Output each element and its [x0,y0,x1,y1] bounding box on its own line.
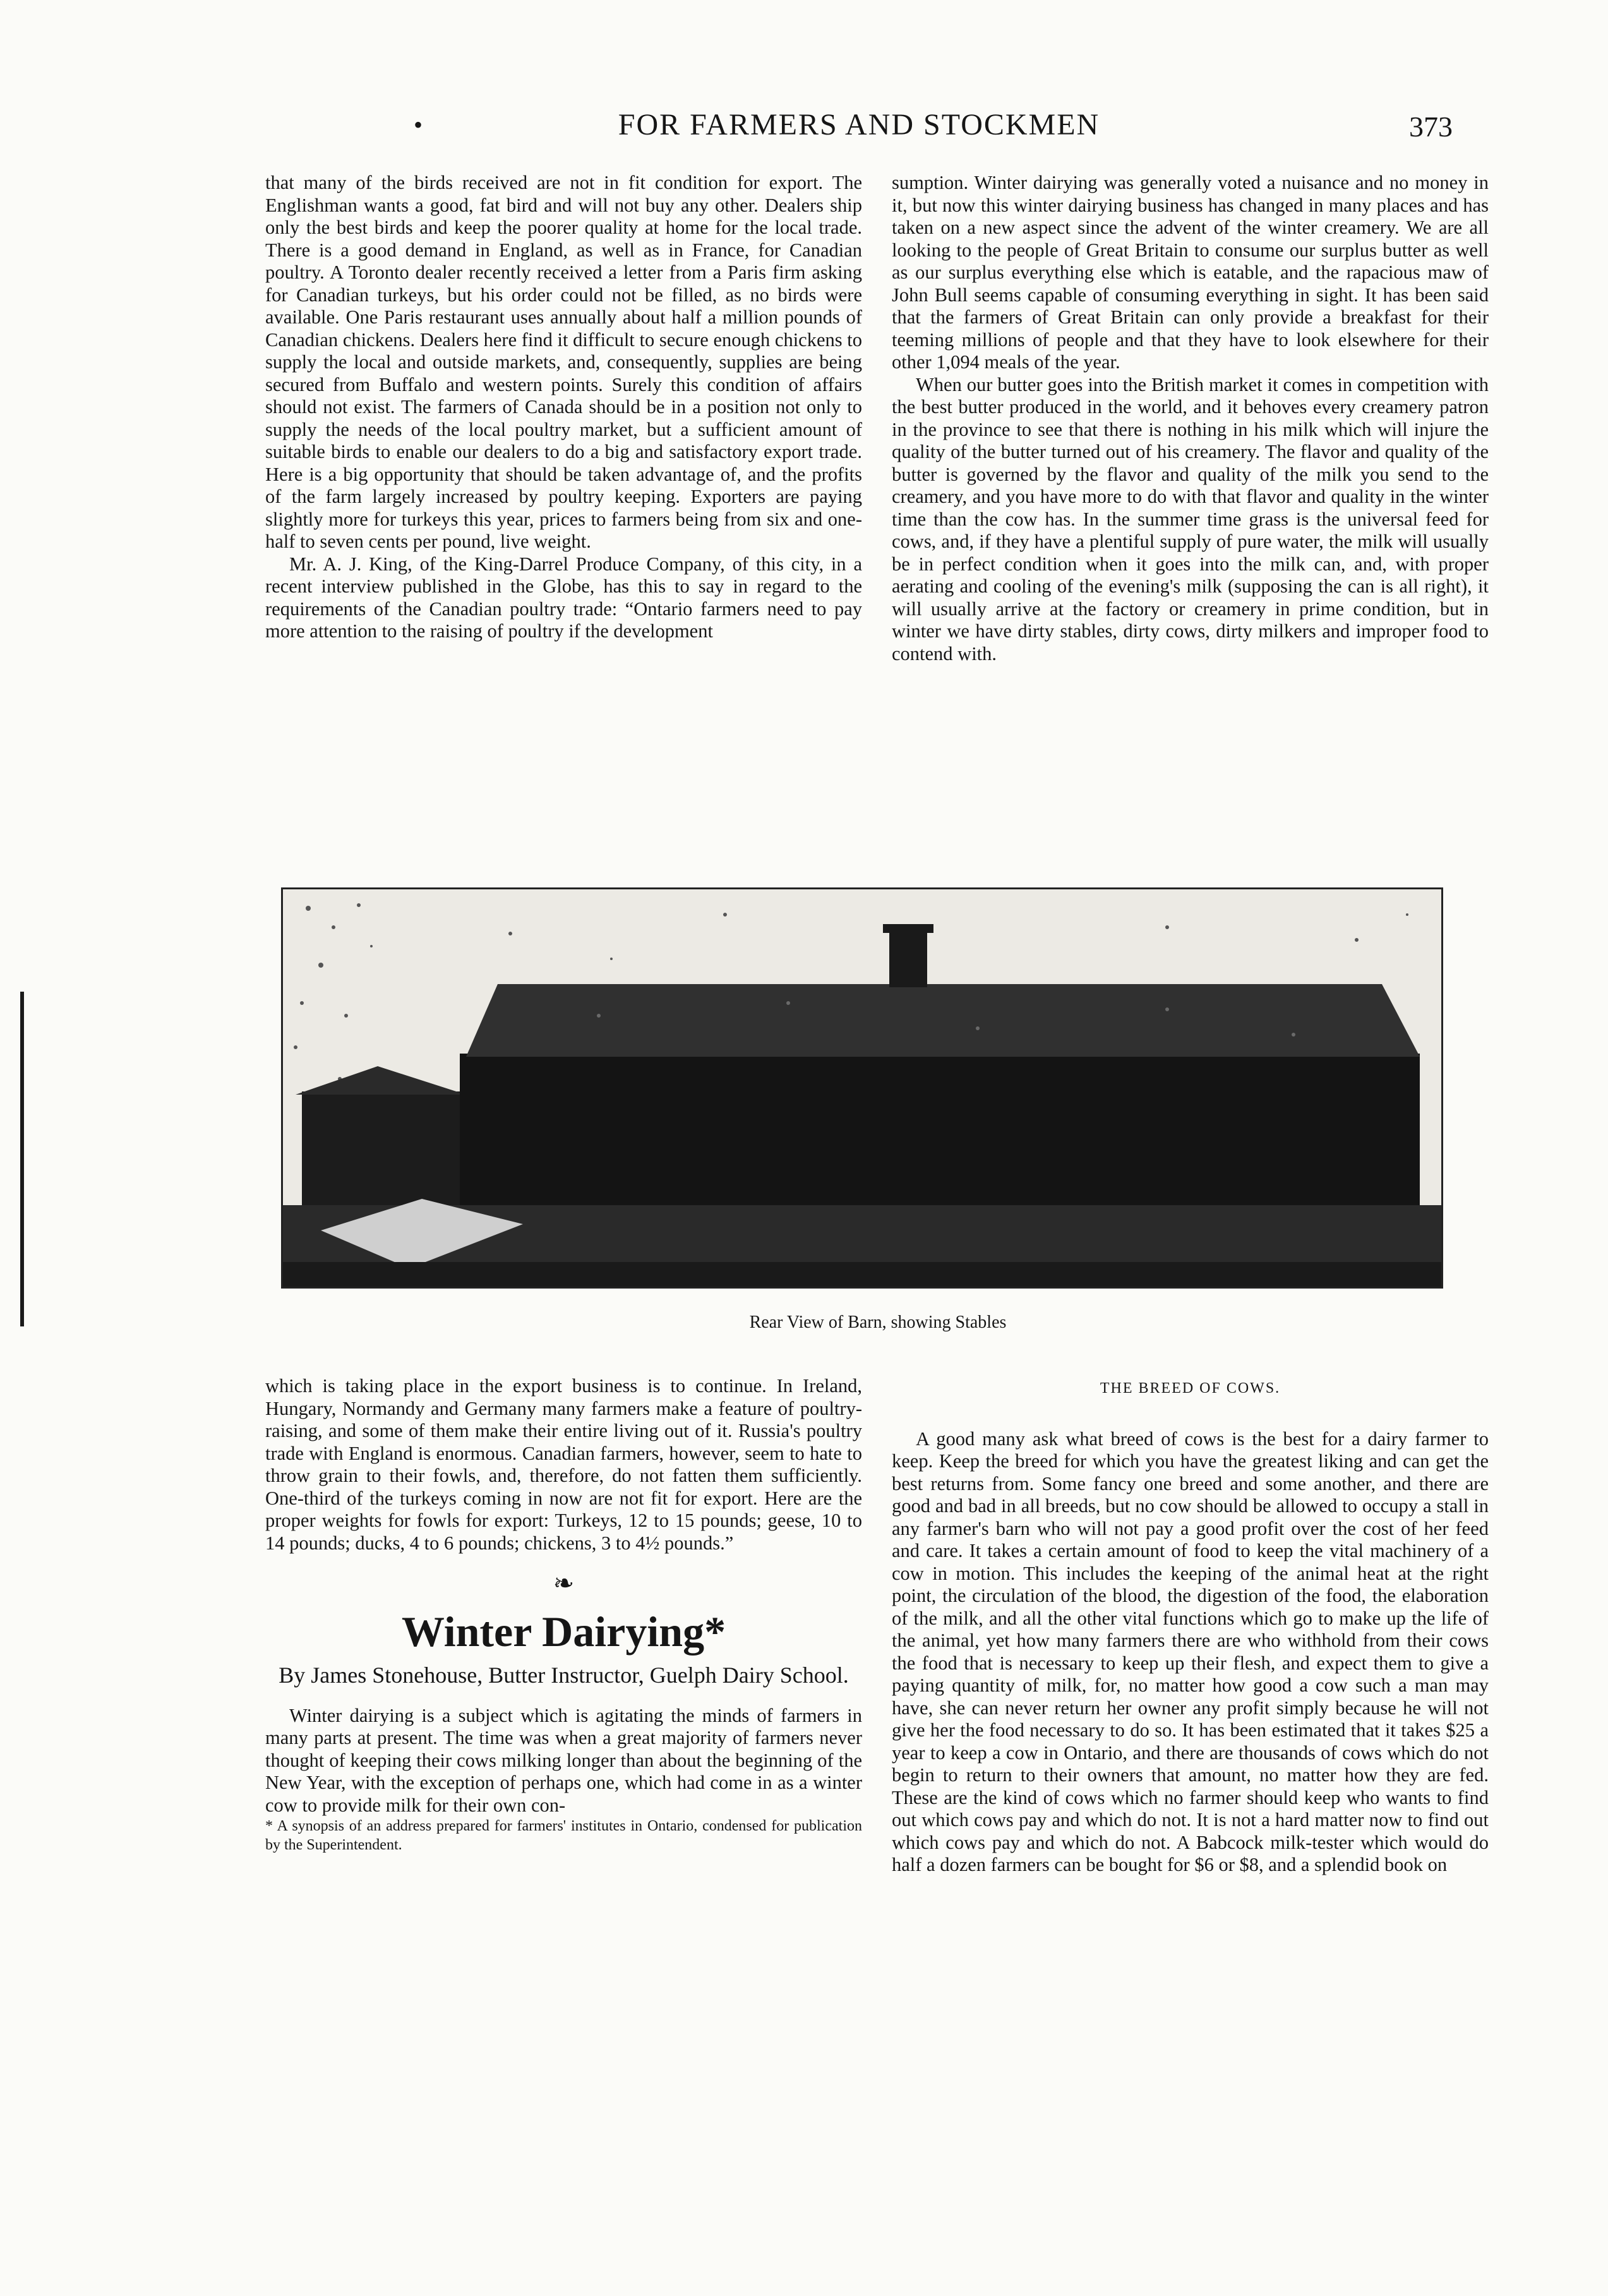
figure-caption: Rear View of Barn, showing Stables [749,1313,1007,1332]
paragraph: which is taking place in the export business is to continue. In Ireland, Hungary, Normandy and Germany many farmers make a feature of poultry-raising, and some of them make their entire living out of it. Russia's poultry trade with England is enormous. Canadian farmers, however, seem to hate to throw grain to their fowls, and, therefore, do not fatten them sufficiently. One-third of the turkeys coming in now are not fit for export. Here are the proper weights for fowls for export: Turkeys, 12 to 15 pounds; geese, 10 to 14 pounds; ducks, 4 to 6 pounds; chickens, 3 to 4½ pounds.” [265,1375,862,1554]
column-top-left [265,172,862,643]
paragraph: When our butter goes into the British market it comes in competition with the best butter produced in the world, and it behoves every creamery patron in the province to see that there is nothing in his milk which will injure the quality of the butter turned out of his creamery. The flavor and quality of the butter is governed by the flavor and quality of the milk you send to the creamery, and you have more to do with that flavor and quality in the winter time than the cow has. In the summer time grass is the universal feed for cows, and, if they have a plentiful supply of pure water, the milk will usually be in perfect condition when it goes into the milk can, and, with proper aerating and cooling of the evening's milk (supposing the can is all right), it will usually arrive at the factory or creamery in prime condition, but in winter we have dirty stables, dirty cows, dirty milkers and improper food to contend with. [892,373,1489,664]
scan-margin-mark [20,992,24,1326]
article-title: Winter Dairying* [401,1607,726,1656]
footnote: * A synopsis of an address prepared for farmers' institutes in Ontario, condensed for publication by the Superintendent. [265,1818,862,1853]
column-bottom-left [265,1375,862,1854]
barn-photograph [281,887,1443,1289]
barn-illustration [283,889,1441,1287]
running-title: FOR FARMERS AND STOCKMEN [618,108,1100,141]
paragraph: A good many ask what breed of cows is the best for a dairy farmer to keep. Keep the breed for which you have the greatest liking and can get the best returns from. Some fancy one breed and some another, and there are good and bad in all breeds, but no cow should be allowed to occupy a stall in any farmer's barn who will not pay a good profit over the cost of her feed and care. It takes a certain amount of food to keep the vital machinery of a cow in motion. This includes the keeping of the animal heat at the right point, the circulation of the blood, the digestion of the food, the elaboration of the milk, and all the other vital functions which go to make up the life of the animal, yet how many farmers there are who withhold from their cows the food that is necessary to keep up their flesh, and expect them to give a paying quantity of milk, for, no matter how good a cow such a man may have, she can never return her owner any profit simply because he will not give her the food necessary to do so. It has been estimated that it takes $25 a year to keep a cow in Ontario, and there are thousands of cows which do not begin to return to their owners that amount, no matter how they are fed. These are the kind of cows which no farmer should keep who wants to find out which cows pay and which do not. It is not a hard matter now to find out which cows pay and which do not. A Babcock milk-tester which would do half a dozen farmers can be bought for $6 or $8, and a splendid book on [892,1427,1489,1875]
paragraph: that many of the birds received are not in fit condition for export. The Englishman wants a good, fat bird and will not buy any other. Dealers ship only the best birds and keep the poorer quality at home for the local trade. There is a good demand in England, as well as in France, for Canadian poultry. A Toronto dealer recently received a letter from a Paris firm asking for Canadian turkeys, but his order could not be filled, as no birds were available. One Paris restaurant uses annually about half a million pounds of Canadian chickens. Dealers here find it difficult to secure enough chickens to supply the local and outside markets, and, consequently, supplies are being secured from Buffalo and western points. Surely this condition of affairs should not exist. The farmers of Canada should be in a position not only to supply the needs of the local poultry market, but a sufficient amount of suitable birds to enable our dealers to do a big and satisfactory export trade. Here is a big opportunity that should be taken advantage of, and the profits of the farm largely increased by poultry keeping. Exporters are paying slightly more for turkeys this year, prices to farmers being from six and one-half to seven cents per pound, live weight. [265,172,862,552]
paragraph: Winter dairying is a subject which is agitating the minds of farmers in many parts at present. The time was when a great majority of farmers never thought of keeping their cows milking longer than about the beginning of the New Year, with the exception of perhaps one, which had come in as a winter cow to provide milk for their own con- [265,1704,862,1816]
paragraph: Mr. A. J. King, of the King-Darrel Produce Company, of this city, in a recent interview published in the Globe, has this to say in regard to the requirements of the Canadian poultry trade: “Ontario farmers need to pay more attention to the raising of poultry if the development [265,553,862,642]
column-bottom-right [892,1375,1489,1877]
page-number: 373 [1409,111,1453,143]
header-bullet: • [414,111,423,139]
paragraph: sumption. Winter dairying was generally voted a nuisance and no money in it, but now this winter dairying business has changed in many places and has taken on a new aspect since the advent of the winter creamery. We are all looking to the people of Great Britain to consume our surplus butter as well as our surplus everything else which is eatable, and the rapacious maw of John Bull seems capable of consuming everything in sight. It has been said that the farmers of Great Britain can only provide a breakfast for their teeming millions of people and that they have to look elsewhere for their other 1,094 meals of the year. [892,172,1489,373]
ornament-fleuron: ❧ [553,1569,575,1597]
page-header [265,107,1453,152]
section-heading: THE BREED OF COWS. [1100,1380,1281,1397]
article-byline: By James Stonehouse, Butter Instructor, Guelph Dairy School. [279,1662,849,1688]
column-top-right [892,172,1489,665]
